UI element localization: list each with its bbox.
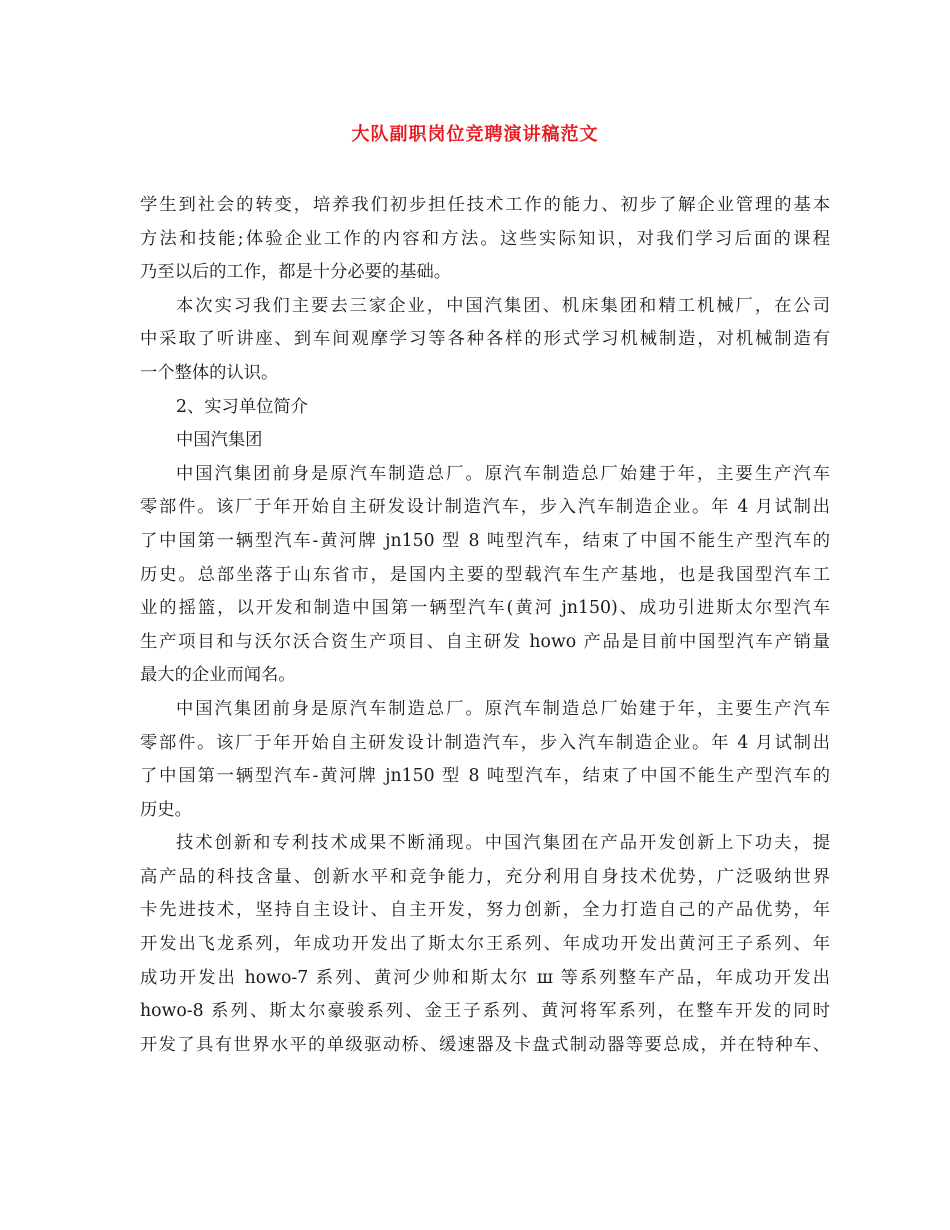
text-line: 本次实习我们主要去三家企业，中国汽集团、机床集团和精工机械厂，在公司	[176, 295, 830, 316]
text-line: 乃至以后的工作，都是十分必要的基础。	[140, 262, 452, 283]
text-line: 中国汽集团前身是原汽车制造总厂。原汽车制造总厂始建于年，主要生产汽车	[176, 698, 830, 719]
section-heading: 2、实习单位简介	[176, 396, 308, 417]
text-line: 中国汽集团前身是原汽车制造总厂。原汽车制造总厂始建于年，主要生产汽车	[176, 463, 830, 484]
text-line: 卡先进技术，坚持自主设计、自主开发，努力创新，全力打造自己的产品优势，年	[140, 900, 830, 921]
text-line: howo-8 系列、斯太尔豪骏系列、金王子系列、黄河将军系列，在整车开发的同时	[140, 1001, 830, 1022]
text-line: 零部件。该厂于年开始自主研发设计制造汽车，步入汽车制造企业。年 4 月试制出	[140, 497, 830, 518]
text-line: 历史。总部坐落于山东省市，是国内主要的型载汽车生产基地，也是我国型汽车工	[140, 564, 830, 585]
text-line: 开发出飞龙系列，年成功开发出了斯太尔王系列、年成功开发出黄河王子系列、年	[140, 934, 830, 955]
text-line: 方法和技能;体验企业工作的内容和方法。这些实际知识，对我们学习后面的课程	[140, 228, 830, 249]
text-line: 成功开发出 howo-7 系列、黄河少帅和斯太尔 ш 等系列整车产品，年成功开发出	[140, 967, 830, 988]
text-line: 最大的企业而闻名。	[140, 665, 296, 686]
text-line: 开发了具有世界水平的单级驱动桥、缓速器及卡盘式制动器等要总成，并在特种车、	[140, 1034, 830, 1055]
document-title: 大队副职岗位竞聘演讲稿范文	[351, 124, 599, 145]
text-line: 一个整体的认识。	[140, 362, 279, 383]
document-body	[140, 189, 830, 1062]
text-line: 业的摇篮，以开发和制造中国第一辆型汽车(黄河 jn150)、成功引进斯太尔型汽车	[140, 598, 830, 619]
text-line: 了中国第一辆型汽车-黄河牌 jn150 型 8 吨型汽车，结束了中国不能生产型汽车的	[140, 530, 830, 551]
text-line: 学生到社会的转变，培养我们初步担任技术工作的能力、初步了解企业管理的基本	[140, 195, 830, 215]
text-line: 高产品的科技含量、创新水平和竞争能力，充分利用自身技术优势，广泛吸纳世界	[140, 866, 830, 887]
text-line: 历史。	[140, 799, 192, 820]
subsection-heading: 中国汽集团	[176, 430, 263, 451]
text-line: 中采取了听讲座、到车间观摩学习等各种各样的形式学习机械制造，对机械制造有	[140, 329, 830, 350]
text-line: 了中国第一辆型汽车-黄河牌 jn150 型 8 吨型汽车，结束了中国不能生产型汽车的	[140, 766, 830, 787]
text-line: 生产项目和与沃尔沃合资生产项目、自主研发 howo 产品是目前中国型汽车产销量	[140, 631, 830, 652]
text-line: 零部件。该厂于年开始自主研发设计制造汽车，步入汽车制造企业。年 4 月试制出	[140, 732, 830, 753]
text-line: 技术创新和专利技术成果不断涌现。中国汽集团在产品开发创新上下功夫，提	[176, 833, 830, 854]
